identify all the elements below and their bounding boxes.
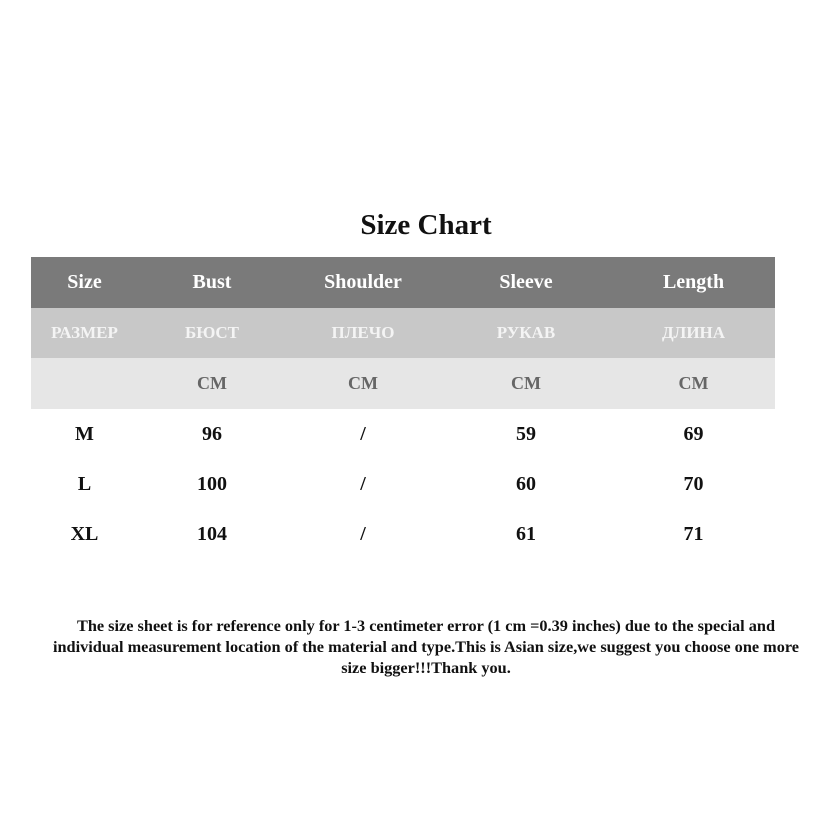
header-length: Length	[662, 271, 725, 293]
cell-size: XL	[70, 522, 99, 545]
cell-shoulder: /	[360, 472, 366, 495]
header-row	[31, 257, 775, 308]
table-row-l	[31, 459, 775, 509]
size-disclaimer-note: The size sheet is for reference only for 1-3 centimeter error (1 cm =0.39 inches) due to the special and individual measurement location of the material and type.This is Asian size,we suggest you choose one more size bigger!!!Thank you.	[52, 616, 800, 677]
cell-length: 71	[683, 522, 704, 545]
cell-size: L	[77, 472, 92, 495]
cell-shoulder: /	[360, 522, 366, 545]
header-sleeve: Sleeve	[499, 271, 553, 293]
unit-bust: CM	[197, 373, 227, 393]
cell-length: 69	[683, 422, 704, 445]
cell-bust: 104	[197, 522, 227, 545]
header-ru-bust: БЮСТ	[185, 323, 239, 342]
cell-bust: 100	[197, 472, 227, 495]
cell-length: 70	[683, 472, 704, 495]
unit-length: CM	[678, 373, 709, 393]
table-row-m	[31, 409, 775, 459]
header-ru-sleeve: РУКАВ	[496, 323, 556, 342]
header-bust: Bust	[192, 271, 232, 293]
cell-bust: 96	[202, 422, 222, 445]
header-row-russian	[31, 308, 775, 358]
unit-row	[31, 358, 775, 409]
unit-sleeve: CM	[511, 373, 541, 393]
header-ru-shoulder: ПЛЕЧО	[331, 323, 395, 342]
header-shoulder: Shoulder	[324, 271, 402, 293]
header-ru-size: РАЗМЕР	[51, 323, 118, 342]
cell-sleeve: 59	[516, 422, 536, 445]
unit-shoulder: CM	[348, 373, 378, 393]
cell-shoulder: /	[360, 422, 366, 445]
size-chart-title: Size Chart	[360, 209, 492, 241]
header-size: Size	[67, 271, 102, 293]
header-ru-length: ДЛИНА	[661, 323, 726, 342]
size-chart-table	[31, 257, 775, 559]
cell-sleeve: 60	[516, 472, 536, 495]
cell-sleeve: 61	[516, 522, 536, 545]
cell-size: M	[75, 422, 94, 445]
table-row-xl	[31, 509, 775, 559]
